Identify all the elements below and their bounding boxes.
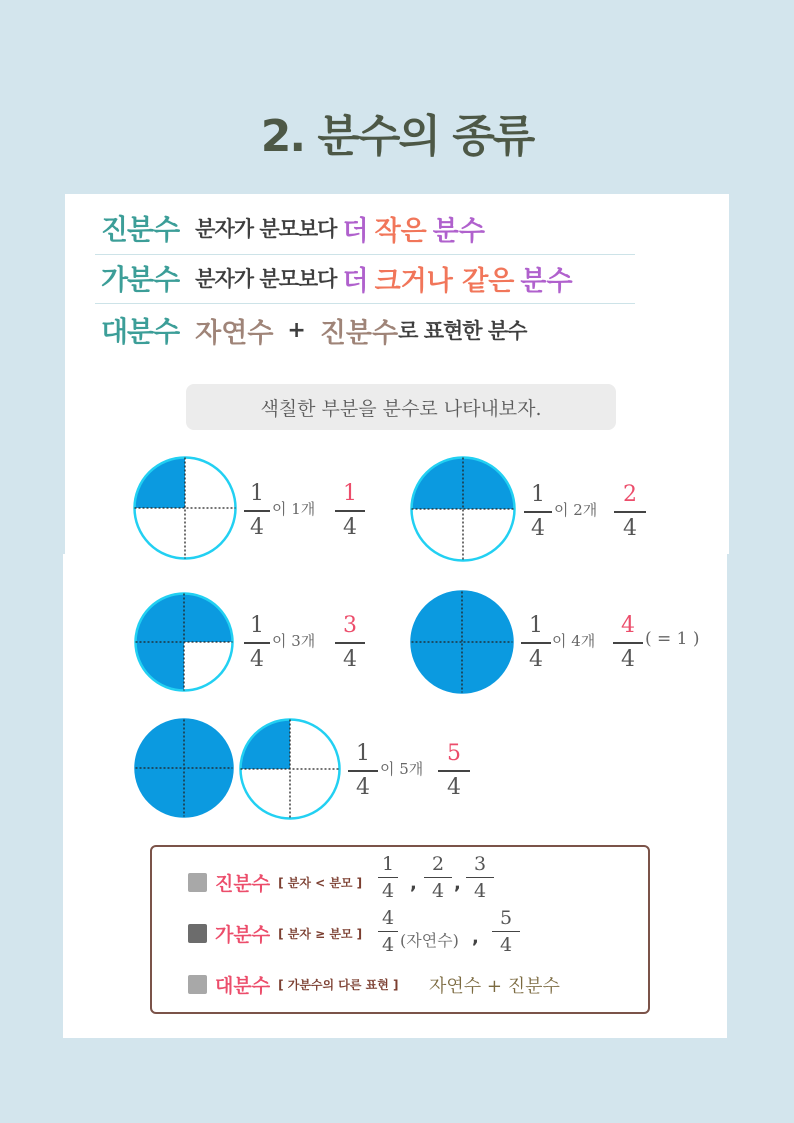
count-text: 이 3개 [272,632,316,650]
comma: , [410,873,417,894]
numerator: 5 [447,741,461,766]
definition-tail: 로 표현한 분수 [398,319,527,343]
term-improper: 가분수 [101,263,180,296]
numerator: 2 [431,853,445,875]
summary-fraction [378,907,398,956]
fraction-circle [410,456,516,562]
divider [95,303,635,304]
denominator: 4 [529,646,543,672]
term-mixed: 대분수 [101,315,180,348]
summary-row-proper [188,869,362,896]
count-text: 이 1개 [272,500,316,518]
denominator: 4 [356,774,370,800]
result-fraction [335,481,365,541]
unit-fraction [348,741,378,801]
numerator: 5 [499,907,513,929]
equals-one-note: ( = 1 ) [645,629,700,649]
emphasis-more: 더 [342,265,369,297]
summary-condition: [ 분자 < 분모 ] [278,876,363,890]
summary-term: 가분수 [215,924,271,946]
bullet-square-icon [188,924,207,943]
natural-number-label: 자연수 [195,317,274,349]
definition-proper [101,206,491,250]
emphasis-more: 더 [342,215,369,247]
denominator: 4 [343,646,357,672]
fraction-circle [239,718,341,820]
denominator: 4 [447,774,461,800]
unit-fraction [524,482,552,542]
count-text: 이 4개 [552,632,596,650]
denominator: 4 [381,880,395,903]
definition-improper [101,256,579,300]
emphasis-fraction: 분수 [432,215,485,247]
summary-row-mixed [188,971,398,998]
denominator: 4 [250,646,264,672]
numerator: 2 [623,482,637,507]
unit-fraction [244,613,270,673]
numerator: 1 [531,482,545,507]
denominator: 4 [343,514,357,540]
definition-text: 분자가 분모보다 [195,217,337,241]
numerator: 3 [343,613,357,638]
numerator: 3 [473,853,487,875]
natural-number-note: (자연수) [400,931,459,950]
denominator: 4 [381,934,395,957]
result-fraction [438,741,470,801]
fraction-circle [133,456,237,560]
summary-box [150,845,650,1014]
numerator: 1 [250,613,264,638]
summary-condition: [ 가분수의 다른 표현 ] [278,978,399,992]
numerator: 1 [356,741,370,766]
divider [95,254,635,255]
numerator: 4 [381,907,395,929]
fraction-circle [134,718,234,818]
denominator: 4 [473,880,487,903]
numerator: 1 [529,613,543,638]
page-title: 2. 분수의 종류 [260,111,534,162]
proper-fraction-label: 진분수 [319,317,399,349]
numerator: 1 [343,481,357,506]
summary-row-improper [188,920,362,947]
denominator: 4 [499,934,513,957]
definition-mixed [101,308,526,352]
denominator: 4 [531,515,545,541]
denominator: 4 [431,880,445,903]
numerator: 1 [250,481,264,506]
definition-text: 분자가 분모보다 [195,267,337,291]
summary-fraction [492,907,520,956]
result-fraction [614,482,646,542]
unit-fraction [521,613,551,673]
emphasis-fraction: 분수 [520,265,573,297]
term-proper: 진분수 [101,213,180,246]
result-fraction [613,613,643,673]
result-fraction [335,613,365,673]
comma: , [472,927,479,948]
numerator: 1 [381,853,395,875]
denominator: 4 [250,514,264,540]
mixed-expression: 자연수 + 진분수 [429,976,560,997]
summary-condition: [ 분자 ≥ 분모 ] [278,927,363,941]
summary-term: 대분수 [215,975,271,997]
summary-fraction [424,853,452,902]
denominator: 4 [621,646,635,672]
fraction-circle [410,590,514,694]
bullet-square-icon [188,975,207,994]
emphasis-smaller: 작은 [374,215,427,247]
comma: , [454,873,461,894]
summary-term: 진분수 [215,873,271,895]
instruction-banner: 색칠한 부분을 분수로 나타내보자. [186,384,616,430]
numerator: 4 [621,613,635,638]
count-text: 이 2개 [554,501,598,519]
count-text: 이 5개 [380,760,424,778]
plus-sign: + [287,317,306,343]
summary-fraction [466,853,494,902]
summary-fraction [378,853,398,902]
emphasis-greater-or-equal: 크거나 같은 [374,265,515,297]
bullet-square-icon [188,873,207,892]
fraction-circle [134,592,234,692]
denominator: 4 [623,515,637,541]
unit-fraction [244,481,270,541]
